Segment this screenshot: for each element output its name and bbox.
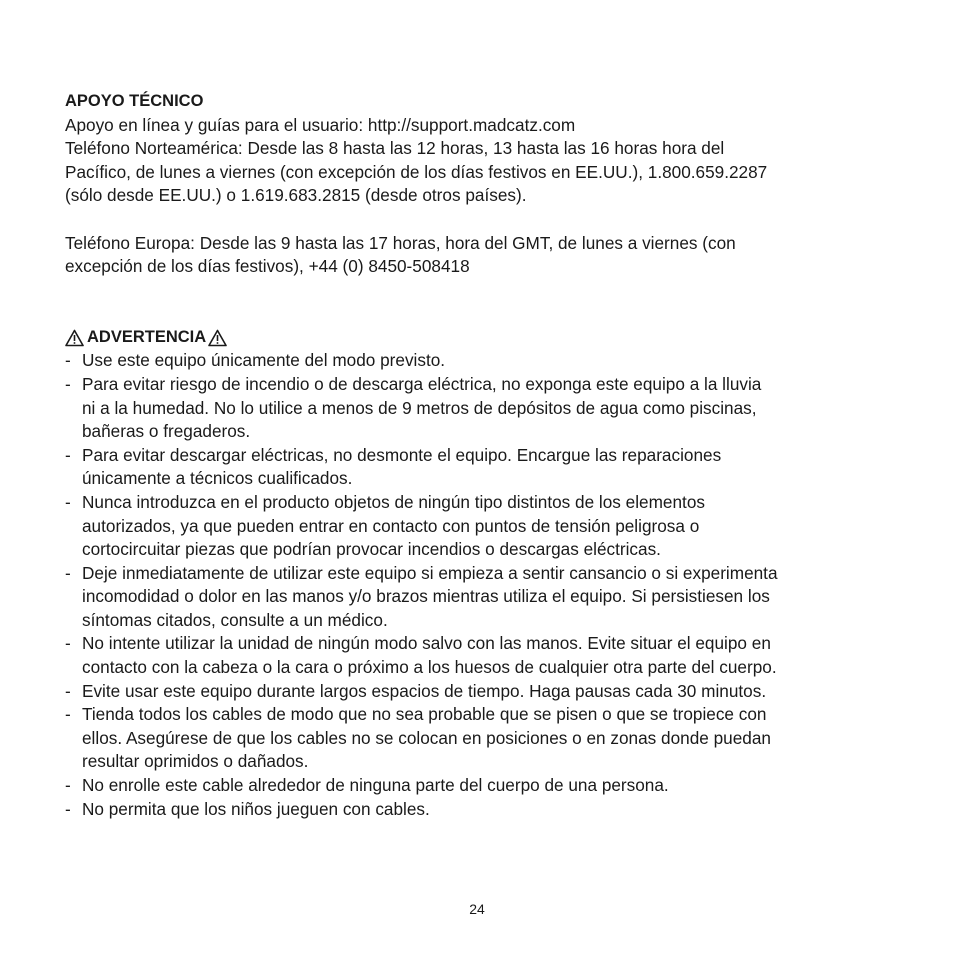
list-dash: -	[65, 775, 71, 796]
list-dash: -	[65, 373, 71, 394]
warning-heading: ADVERTENCIA	[87, 327, 207, 346]
warning-triangle-icon	[208, 329, 227, 347]
warning-section	[65, 326, 895, 821]
support-heading: APOYO TÉCNICO	[65, 92, 204, 110]
warning-list-item	[65, 491, 895, 562]
support-line: Teléfono Norteamérica: Desde las 8 hasta las 12 horas, 13 hasta las 16 horas hora del	[65, 138, 725, 159]
warning-list-item	[65, 562, 895, 633]
warning-heading-row	[65, 326, 895, 350]
support-line: (sólo desde EE.UU.) o 1.619.683.2815 (desde otros países).	[65, 185, 527, 206]
spacer	[65, 279, 895, 326]
warning-list-item	[65, 349, 895, 373]
list-dash: -	[65, 350, 71, 371]
warning-item-text: ellos. Asegúrese de que los cables no se colocan en posiciones o en zonas donde puedan	[82, 727, 771, 748]
warning-item-text: síntomas citados, consulte a un médico.	[82, 609, 388, 630]
warning-item-text: ni a la humedad. No lo utilice a menos de 9 metros de depósitos de agua como piscinas,	[82, 397, 757, 418]
warning-item-text: Para evitar riesgo de incendio o de descarga eléctrica, no exponga este equipo a la lluvia	[82, 373, 762, 394]
list-dash: -	[65, 680, 71, 701]
list-dash: -	[65, 798, 71, 819]
warning-item-text: Deje inmediatamente de utilizar este equipo si empieza a sentir cansancio o si experimenta	[82, 562, 778, 583]
warning-item-text: resultar oprimidos o dañados.	[82, 751, 309, 772]
support-line: Pacífico, de lunes a viernes (con excepción de los días festivos en EE.UU.), 1.800.659.2287	[65, 161, 768, 182]
warning-item-text: incomodidad o dolor en las manos y/o brazos mientras utiliza el equipo. Si persistiesen los	[82, 586, 770, 607]
list-dash: -	[65, 562, 71, 583]
list-dash: -	[65, 633, 71, 654]
page-number: 24	[469, 901, 485, 917]
warning-triangle-icon	[65, 329, 84, 347]
warning-list-item	[65, 444, 895, 491]
warning-item-text: bañeras o fregaderos.	[82, 421, 251, 442]
warning-item-text: autorizados, ya que pueden entrar en contacto con puntos de tensión peligrosa o	[82, 515, 700, 536]
warning-item-text: Para evitar descargar eléctricas, no desmonte el equipo. Encargue las reparaciones	[82, 444, 722, 465]
warning-list-item	[65, 798, 895, 822]
warning-item-text: únicamente a técnicos cualificados.	[82, 468, 353, 489]
warning-item-text: Tienda todos los cables de modo que no sea probable que se pisen o que se tropiece con	[82, 704, 767, 725]
warning-item-text: Evite usar este equipo durante largos espacios de tiempo. Haga pausas cada 30 minutos.	[82, 680, 767, 701]
warning-item-text: Use este equipo únicamente del modo previsto.	[82, 350, 446, 371]
support-line: Apoyo en línea y guías para el usuario: http://support.madcatz.com	[65, 114, 576, 135]
list-dash: -	[65, 444, 71, 465]
warning-item-text: No enrolle este cable alrededor de ninguna parte del cuerpo de una persona.	[82, 775, 669, 796]
support-section	[65, 90, 895, 279]
warning-list-item	[65, 703, 895, 774]
manual-page	[65, 90, 895, 821]
warning-item-text: Nunca introduzca en el producto objetos de ningún tipo distintos de los elementos	[82, 491, 705, 512]
support-europe-line: excepción de los días festivos), +44 (0) 8450-508418	[65, 256, 470, 277]
warning-list	[65, 349, 895, 821]
list-dash: -	[65, 491, 71, 512]
warning-item-text: contacto con la cabeza o la cara o próximo a los huesos de cualquier otra parte del cuerpo.	[82, 657, 777, 678]
warning-item-text: No intente utilizar la unidad de ningún modo salvo con las manos. Evite situar el equipo en	[82, 633, 771, 654]
warning-list-item	[65, 632, 895, 679]
warning-list-item	[65, 680, 895, 704]
warning-list-item	[65, 774, 895, 798]
support-europe-line: Teléfono Europa: Desde las 9 hasta las 17 horas, hora del GMT, de lunes a viernes (con	[65, 232, 736, 253]
warning-list-item	[65, 373, 895, 444]
warning-item-text: No permita que los niños jueguen con cables.	[82, 798, 430, 819]
warning-item-text: cortocircuitar piezas que podrían provocar incendios o descargas eléctricas.	[82, 539, 661, 560]
list-dash: -	[65, 704, 71, 725]
spacer	[65, 208, 895, 232]
